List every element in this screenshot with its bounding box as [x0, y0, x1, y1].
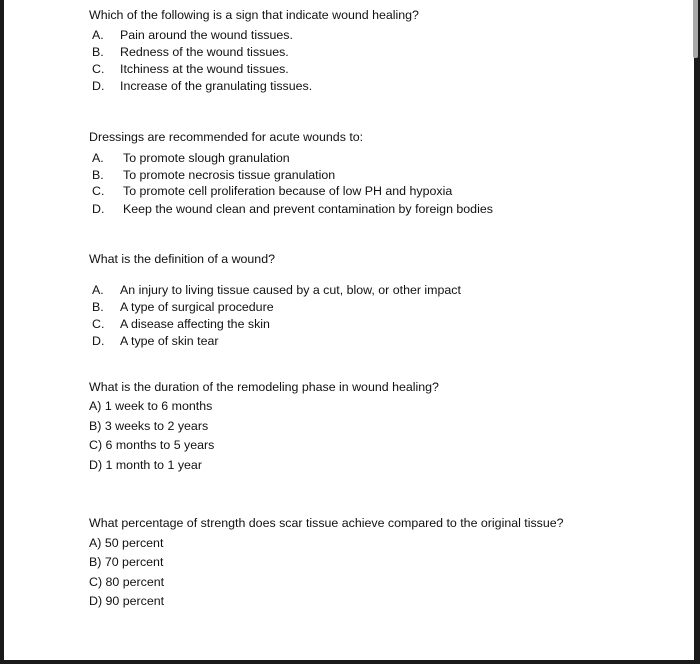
option-text: Increase of the granulating tissues.: [120, 79, 313, 93]
question-5: What percentage of strength does scar tissue achieve compared to the original tissue?: [89, 516, 564, 530]
option-letter: C.: [92, 184, 105, 198]
option-letter: D.: [92, 202, 105, 216]
option-letter: B.: [92, 168, 104, 182]
option: A) 1 week to 6 months: [89, 399, 213, 413]
option-letter: C.: [92, 317, 105, 331]
option-text: To promote necrosis tissue granulation: [123, 168, 336, 182]
option-text: A disease affecting the skin: [120, 317, 270, 331]
option-letter: A.: [92, 283, 104, 297]
scrollbar[interactable]: [693, 0, 698, 58]
option-letter: D.: [92, 79, 105, 93]
option: D) 90 percent: [89, 594, 165, 608]
option-text: To promote slough granulation: [123, 151, 290, 165]
option: C) 6 months to 5 years: [89, 438, 215, 452]
option-text: Redness of the wound tissues.: [120, 45, 289, 59]
option-text: To promote cell proliferation because of low PH and hypoxia: [123, 184, 453, 198]
option-text: Itchiness at the wound tissues.: [120, 62, 289, 76]
option-letter: C.: [92, 62, 105, 76]
option-letter: B.: [92, 45, 104, 59]
document-page: [4, 0, 694, 660]
option: D) 1 month to 1 year: [89, 458, 202, 472]
question-4: What is the duration of the remodeling phase in wound healing?: [89, 380, 439, 394]
option-text: A type of surgical procedure: [120, 300, 274, 314]
option: B) 3 weeks to 2 years: [89, 419, 209, 433]
option: A) 50 percent: [89, 536, 164, 550]
option: B) 70 percent: [89, 555, 164, 569]
question-1: Which of the following is a sign that indicate wound healing?: [89, 8, 419, 22]
option-text: A type of skin tear: [120, 334, 219, 348]
option-text: Keep the wound clean and prevent contamination by foreign bodies: [123, 202, 493, 216]
option-letter: B.: [92, 300, 104, 314]
question-2: Dressings are recommended for acute wounds to:: [89, 130, 364, 144]
option-text: Pain around the wound tissues.: [120, 28, 293, 42]
option-letter: A.: [92, 151, 104, 165]
option-letter: D.: [92, 334, 105, 348]
option-letter: A.: [92, 28, 104, 42]
option-text: An injury to living tissue caused by a cut, blow, or other impact: [120, 283, 461, 297]
question-3: What is the definition of a wound?: [89, 252, 275, 266]
option: C) 80 percent: [89, 575, 165, 589]
